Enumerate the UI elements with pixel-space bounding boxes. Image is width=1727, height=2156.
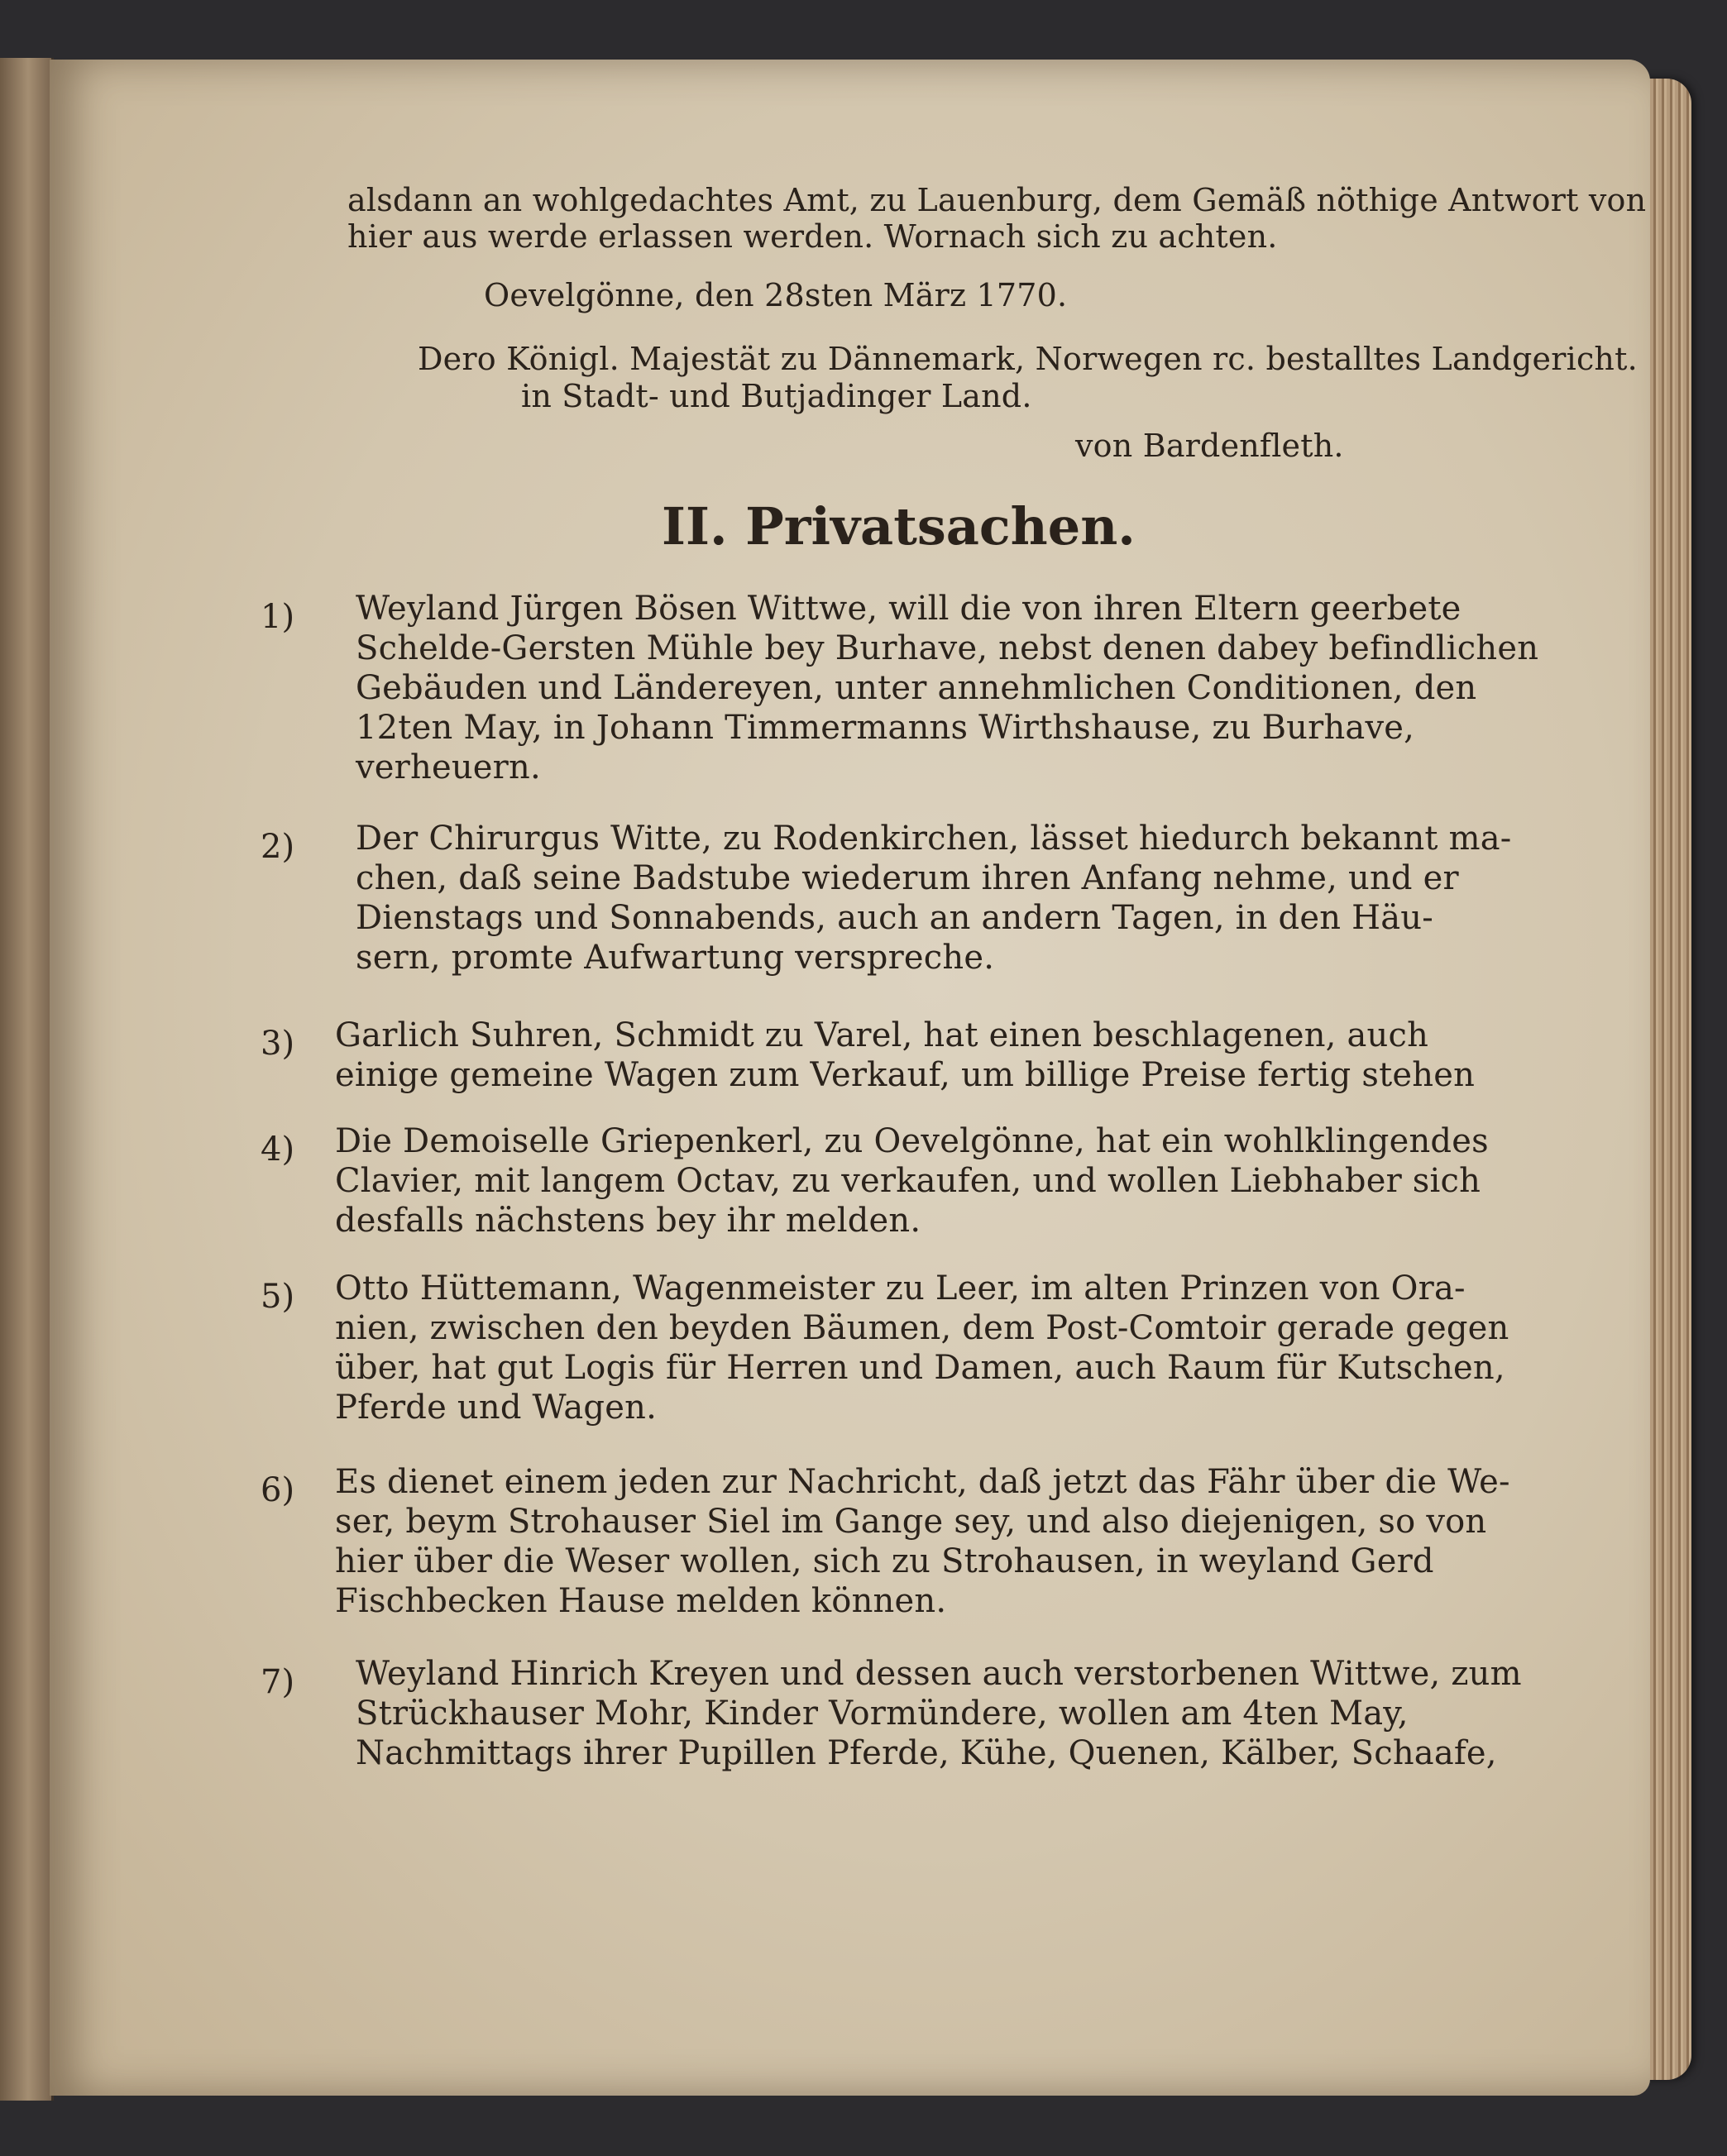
entry-line: Die Demoiselle Griepenkerl, zu Oevelgönne, hat ein wohlklingendes: [335, 1122, 1489, 1160]
entry-number: 3): [261, 1025, 295, 1063]
entry-line: ser, beym Strohauser Siel im Gange sey, und also diejenigen, so von: [335, 1503, 1487, 1541]
entry-line: hier über die Weser wollen, sich zu Strohausen, in weyland Gerd: [335, 1542, 1434, 1580]
entry-line: sern, promte Aufwartung verspreche.: [356, 939, 995, 977]
entry-line: Der Chirurgus Witte, zu Rodenkirchen, lässet hiedurch bekannt ma-: [356, 820, 1512, 858]
entry-number: 1): [261, 598, 295, 636]
entry-line: Clavier, mit langem Octav, zu verkaufen, und wollen Liebhaber sich: [335, 1162, 1481, 1200]
entry-line: Gebäuden und Ländereyen, unter annehmlichen Conditionen, den: [356, 669, 1477, 707]
entry-line: desfalls nächstens bey ihr melden.: [335, 1202, 921, 1240]
entry-line: Weyland Jürgen Bösen Wittwe, will die von ihren Eltern geerbete: [356, 590, 1461, 628]
intro-line: alsdann an wohlgedachtes Amt, zu Lauenburg, dem Gemäß nöthige Antwort von: [347, 182, 1647, 218]
entry-line: chen, daß seine Badstube wiederum ihren Anfang nehme, und er: [356, 859, 1459, 897]
entry-line: Otto Hüttemann, Wagenmeister zu Leer, im alten Prinzen von Ora-: [335, 1269, 1466, 1307]
dateline: Oevelgönne, den 28sten März 1770.: [484, 277, 1068, 313]
entry-number: 6): [261, 1471, 295, 1509]
court-line: Dero Königl. Majestät zu Dännemark, Norwegen rc. bestalltes Landgericht.: [418, 341, 1638, 377]
entry-line: 12ten May, in Johann Timmermanns Wirthshause, zu Burhave,: [356, 709, 1415, 747]
intro-line: hier aus werde erlassen werden. Wornach sich zu achten.: [347, 218, 1278, 255]
entry-line: Es dienet einem jeden zur Nachricht, daß jetzt das Fähr über die We-: [335, 1463, 1510, 1501]
entry-number: 4): [261, 1131, 295, 1169]
entry-line: nien, zwischen den beyden Bäumen, dem Post-Comtoir gerade gegen: [335, 1309, 1509, 1347]
entry-line: Schelde-Gersten Mühle bey Burhave, nebst denen dabey befindlichen: [356, 629, 1539, 667]
entry-line: über, hat gut Logis für Herren und Damen, auch Raum für Kutschen,: [335, 1349, 1505, 1387]
entry-line: Fischbecken Hause melden können.: [335, 1582, 947, 1620]
court-line: in Stadt- und Butjadinger Land.: [521, 378, 1032, 414]
entry-line: verheuern.: [356, 748, 541, 786]
entry-line: Dienstags und Sonnabends, auch an andern Tagen, in den Häu-: [356, 899, 1433, 937]
entry-line: einige gemeine Wagen zum Verkauf, um billige Preise fertig stehen: [335, 1056, 1476, 1094]
entry-number: 2): [261, 828, 295, 866]
entry-number: 5): [261, 1278, 295, 1316]
signature: von Bardenfleth.: [1075, 428, 1344, 464]
entry-line: Nachmittags ihrer Pupillen Pferde, Kühe, Quenen, Kälber, Schaafe,: [356, 1734, 1497, 1772]
entry-number: 7): [261, 1663, 295, 1701]
entry-line: Weyland Hinrich Kreyen und dessen auch verstorbenen Wittwe, zum: [356, 1655, 1522, 1693]
section-heading: II. Privatsachen.: [662, 496, 1136, 557]
entry-line: Pferde und Wagen.: [335, 1389, 657, 1427]
entry-line: Strückhauser Mohr, Kinder Vormündere, wollen am 4ten May,: [356, 1695, 1409, 1733]
entry-line: Garlich Suhren, Schmidt zu Varel, hat einen beschlagenen, auch: [335, 1016, 1429, 1054]
